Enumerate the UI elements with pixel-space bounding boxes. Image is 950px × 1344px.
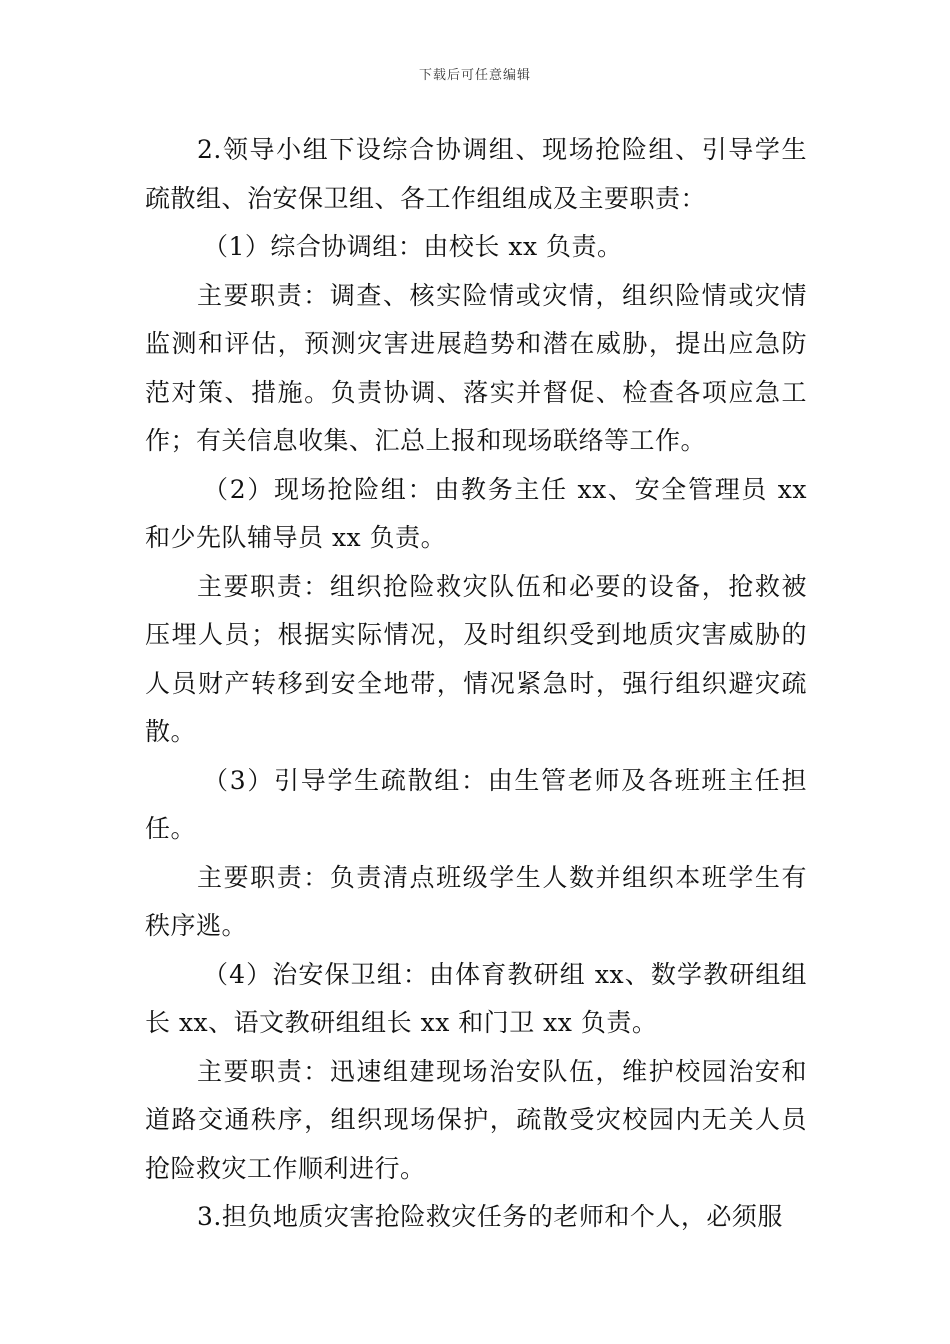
document-body [145,126,807,1242]
paragraph-security-duties: 主要职责：迅速组建现场治安队伍，维护校园治安和道路交通秩序，组织现场保护，疏散受灾校园内无关人员抢险救灾工作顺利进行。 [145,1056,807,1183]
paragraph-security-group: （4）治安保卫组：由体育教研组 xx、数学教研组组长 xx、语文教研组组长 xx 和门卫 xx 负责。 [145,959,807,1037]
paragraph-coordination-duties: 主要职责：调查、核实险情或灾情，组织险情或灾情监测和评估，预测灾害进展趋势和潜在威胁，提出应急防范对策、措施。负责协调、落实并督促、检查各项应急工作；有关信息收集、汇总上报和现场联络等工作。 [145,280,807,455]
paragraph-rescue-group: （2）现场抢险组：由教务主任 xx、安全管理员 xx 和少先队辅导员 xx 负责。 [145,474,807,552]
paragraph-leadership-groups: 2.领导小组下设综合协调组、现场抢险组、引导学生疏散组、治安保卫组、各工作组组成及主要职责： [145,135,807,213]
paragraph-rescue-obligation: 3.担负地质灾害抢险救灾任务的老师和个人，必须服 [197,1202,783,1231]
paragraph-evacuation-duties: 主要职责：负责清点班级学生人数并组织本班学生有秩序逃。 [145,862,807,940]
paragraph-rescue-duties: 主要职责：组织抢险救灾队伍和必要的设备，抢救被压埋人员；根据实际情况，及时组织受到地质灾害威胁的人员财产转移到安全地带，情况紧急时，强行组织避灾疏散。 [145,571,807,746]
page-header: 下载后可任意编辑 [418,68,531,83]
paragraph-evacuation-group: （3）引导学生疏散组：由生管老师及各班班主任担任。 [145,765,807,843]
paragraph-coordination-group: （1）综合协调组：由校长 xx 负责。 [203,232,623,261]
